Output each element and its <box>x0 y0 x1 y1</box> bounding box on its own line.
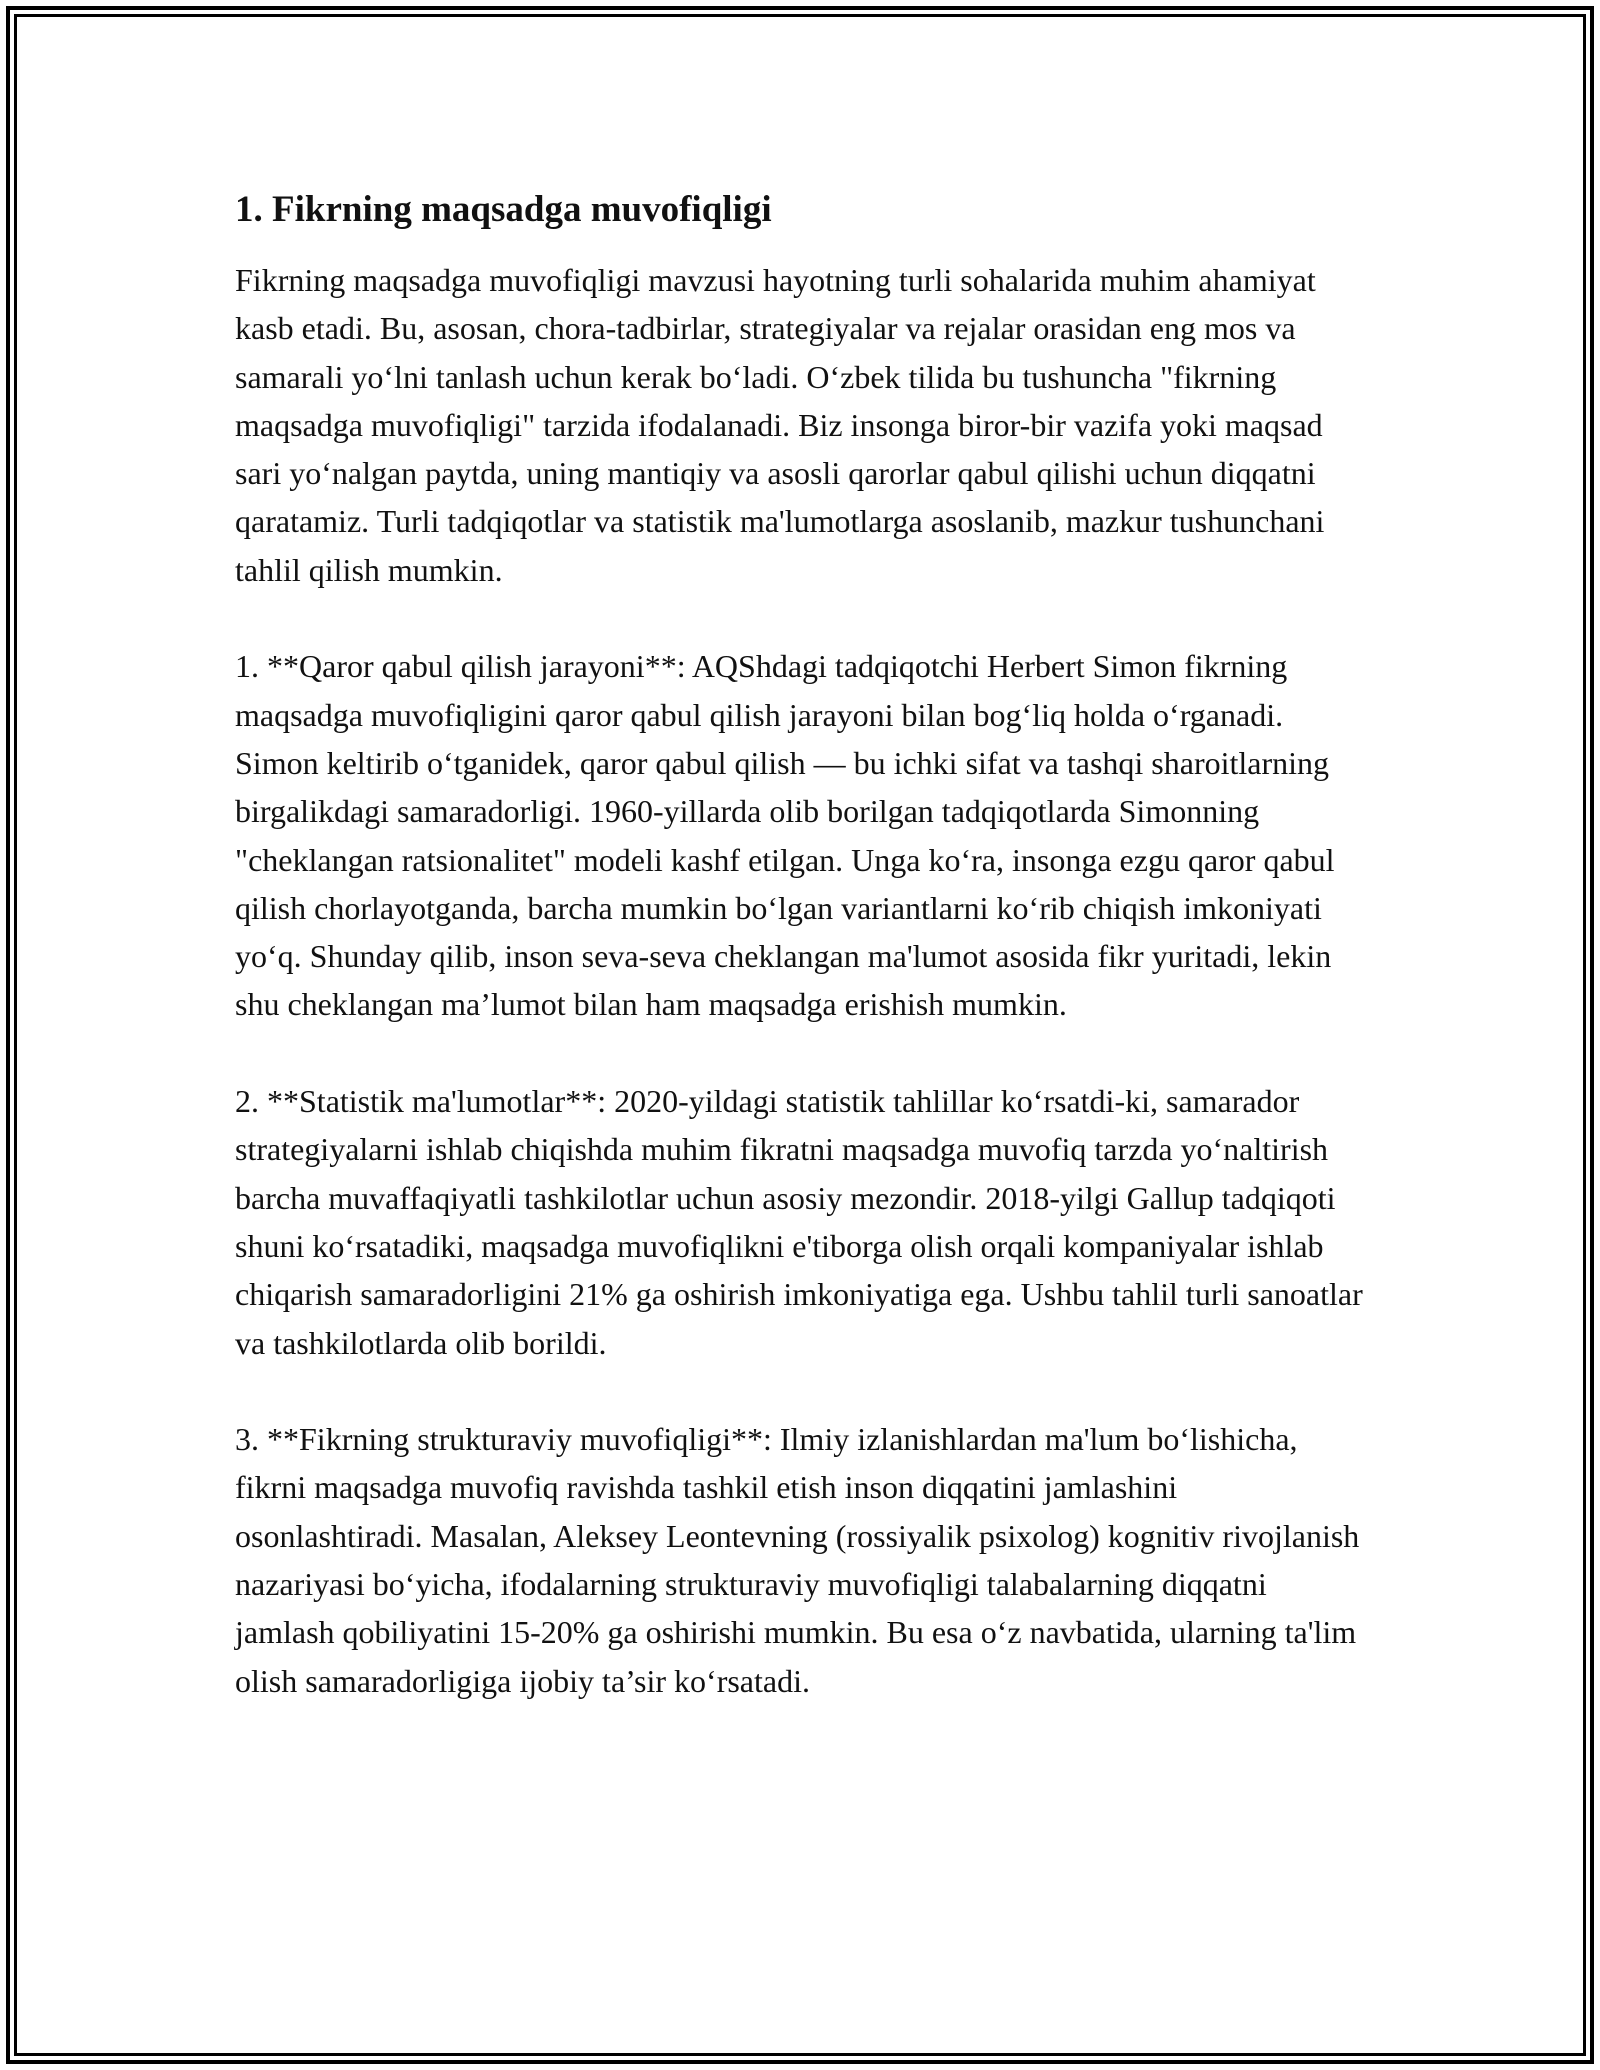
intro-paragraph: Fikrning maqsadga muvofiqligi mavzusi hayotning turli sohalarida muhim ahamiyat kasb etadi. Bu, asosan, chora-tadbirlar, strategiyalar va rejalar orasidan eng mos va samarali yo‘lni tanlash uchun kerak bo‘ladi. O‘zbek tilida bu tushuncha "fikrning maqsadga muvofiqligi" tarzida ifodalanadi. Biz insonga biror-bir vazifa yoki maqsad sari yo‘nalgan paytda, uning mantiqiy va asosli qarorlar qabul qilishi uchun diqqatni qaratamiz. Turli tadqiqotlar va statistik ma'lumotlarga asoslanib, mazkur tushunchani tahlil qilish mumkin. <box>235 262 1325 588</box>
list-item-decision-making: 1. **Qaror qabul qilish jarayoni**: AQShdagi tadqiqotchi Herbert Simon fikrning maqsadga muvofiqligini qaror qabul qilish jarayoni bilan bog‘liq holda o‘rganadi. Simon keltirib o‘tganidek, qaror qabul qilish — bu ichki sifat va tashqi sharoitlarning birgalikdagi samaradorligi. 1960-yillarda olib borilgan tadqiqotlarda Simonning "cheklangan ratsionalitet" modeli kashf etilgan. Unga ko‘ra, insonga ezgu qaror qabul qilish chorlayotganda, barcha mumkin bo‘lgan variantlarni ko‘rib chiqish imkoniyati yo‘q. Shunday qilib, inson seva-seva cheklangan ma'lumot asosida fikr yuritadi, lekin shu cheklangan ma’lumot bilan ham maqsadga erishish mumkin. <box>235 648 1335 1023</box>
list-item-structural-coherence: 3. **Fikrning strukturaviy muvofiqligi**: Ilmiy izlanishlardan ma'lum bo‘lishicha, fikrni maqsadga muvofiq ravishda tashkil etish inson diqqatini jamlashini osonlashtiradi. Masalan, Aleksey Leontevning (rossiyalik psixolog) kognitiv rivojlanish nazariyasi bo‘yicha, ifodalarning strukturaviy muvofiqligi talabalarning diqqatni jamlash qobiliyatini 15-20% ga oshirishi mumkin. Bu esa o‘z navbatida, ularning ta'lim olish samaradorligiga ijobiy ta’sir ko‘rsatadi. <box>235 1421 1360 1699</box>
list-item-statistics: 2. **Statistik ma'lumotlar**: 2020-yildagi statistik tahlillar ko‘rsatdi-ki, samarador strategiyalarni ishlab chiqishda muhim fikratni maqsadga muvofiq tarzda yo‘naltirish barcha muvaffaqiyatli tashkilotlar uchun asosiy mezondir. 2018-yilgi Gallup tadqiqoti shuni ko‘rsatadiki, maqsadga muvofiqlikni e'tiborga olish orqali kompaniyalar ishlab chiqarish samaradorligini 21% ga oshirish imkoniyatiga ega. Ushbu tahlil turli sanoatlar va tashkilotlarda olib borildi. <box>235 1083 1363 1361</box>
section-heading: 1. Fikrning maqsadga muvofiqligi <box>235 189 772 230</box>
document-body <box>235 186 1370 1753</box>
